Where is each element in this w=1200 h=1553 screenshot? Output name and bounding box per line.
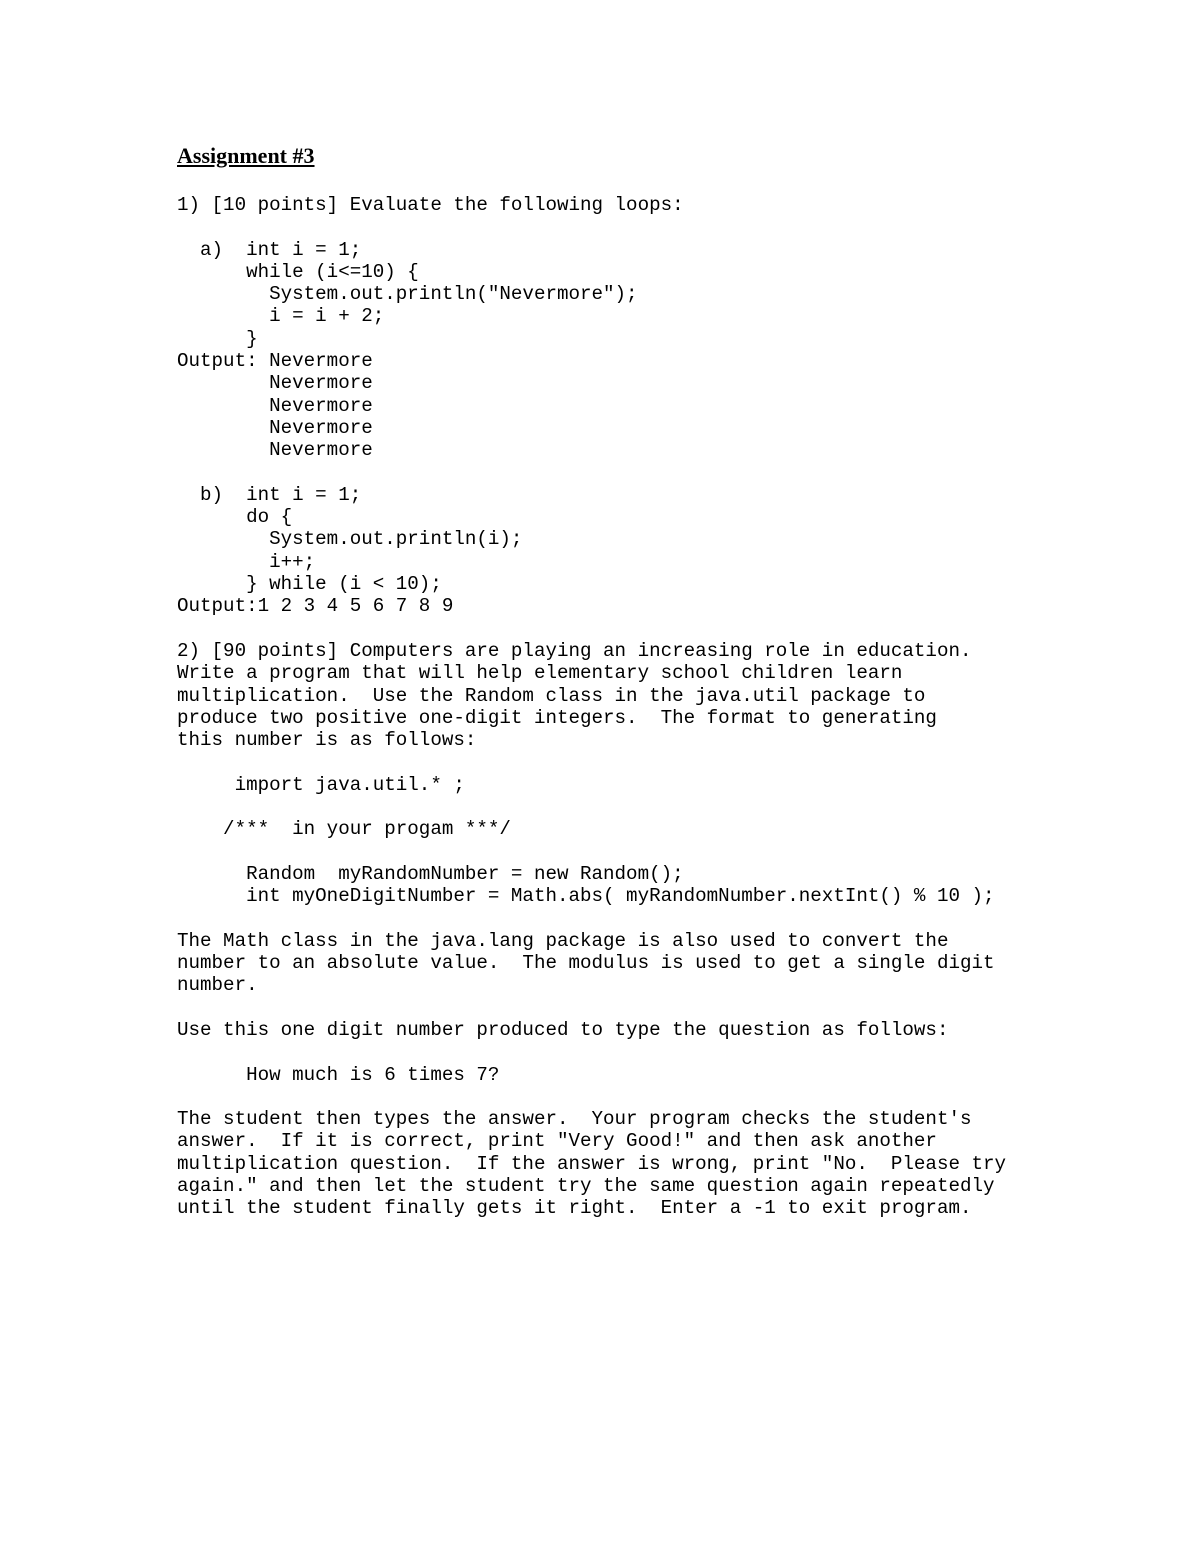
text-line: while (i<=10) { (177, 260, 419, 283)
text-line: 1) [10 points] Evaluate the following loops: (177, 194, 684, 216)
text-line: a) int i = 1; (177, 238, 362, 261)
text-line: number. (177, 974, 258, 997)
text-line: number to an absolute value. The modulus is used to get a single digit (177, 952, 995, 975)
text-line: Nevermore (177, 394, 373, 417)
text-line: How much is 6 times 7? (177, 1063, 500, 1086)
blank-line (177, 841, 1137, 863)
text-line: Nevermore (177, 372, 373, 395)
text-line: } (177, 327, 258, 350)
text-line: /*** in your progam ***/ (177, 818, 511, 841)
text-line: until the student finally gets it right. Enter a -1 to exit program. (177, 1197, 972, 1220)
text-line: System.out.println(i); (177, 528, 523, 551)
blank-line (177, 1041, 1137, 1063)
text-line: multiplication. Use the Random class in the java.util package to (177, 684, 926, 707)
text-line: Write a program that will help elementary school children learn (177, 662, 903, 685)
text-line: i = i + 2; (177, 305, 385, 328)
assignment-title: Assignment #3 (177, 143, 315, 168)
text-line: } while (i < 10); (177, 573, 442, 596)
text-line: produce two positive one-digit integers. The format to generating (177, 706, 937, 729)
text-line: multiplication question. If the answer is wrong, print "No. Please try (177, 1152, 1007, 1175)
blank-line (177, 796, 1137, 818)
text-line: answer. If it is correct, print "Very Good!" and then ask another (177, 1130, 937, 1153)
blank-line (177, 751, 1137, 773)
text-line: Output:1 2 3 4 5 6 7 8 9 (177, 595, 454, 618)
text-line: do { (177, 506, 293, 529)
assignment-body (177, 194, 1137, 1220)
text-line: System.out.println("Nevermore"); (177, 283, 638, 306)
text-line: Output: Nevermore (177, 350, 373, 373)
text-line: again." and then let the student try the same question again repeatedly (177, 1175, 995, 1198)
text-line: The student then types the answer. Your program checks the student's (177, 1108, 972, 1131)
document-page (177, 140, 1137, 1220)
text-line: 2) [90 points] Computers are playing an increasing role in education. (177, 639, 972, 662)
blank-line (177, 908, 1137, 930)
blank-line (177, 216, 1137, 238)
text-line: i++; (177, 550, 316, 573)
text-line: Nevermore (177, 439, 373, 462)
blank-line (177, 997, 1137, 1019)
text-line: Use this one digit number produced to type the question as follows: (177, 1018, 949, 1041)
blank-line (177, 1086, 1137, 1108)
blank-line (177, 618, 1137, 640)
text-line: Nevermore (177, 416, 373, 439)
text-line: The Math class in the java.lang package is also used to convert the (177, 929, 949, 952)
text-line: Random myRandomNumber = new Random(); (177, 862, 684, 885)
text-line: this number is as follows: (177, 729, 477, 752)
text-line: import java.util.* ; (177, 773, 465, 796)
text-line: b) int i = 1; (177, 483, 362, 506)
blank-line (177, 462, 1137, 484)
text-line: int myOneDigitNumber = Math.abs( myRandomNumber.nextInt() % 10 ); (177, 885, 995, 908)
